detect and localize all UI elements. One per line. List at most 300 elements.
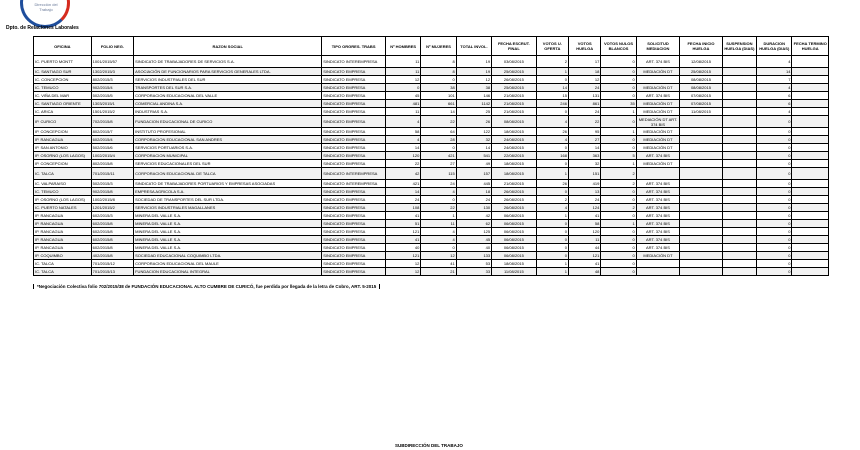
table-cell: 19: [456, 68, 491, 76]
table-cell: 602/2015/8: [91, 228, 133, 236]
table-cell: 12: [456, 76, 491, 84]
table-cell: 06/08/2015: [492, 212, 537, 220]
table-cell: CORPORACION MUNICIPAL: [134, 152, 322, 160]
table-cell: CORPORACION EDUCACIONAL DEL MAULE: [134, 260, 322, 268]
column-header: FECHA ESCRUT. FINAL: [492, 37, 537, 56]
table-cell: [680, 160, 722, 168]
column-header: FOLIO NEG.: [91, 37, 133, 56]
table-cell: 0: [757, 152, 792, 160]
table-cell: 24: [568, 196, 600, 204]
table-row: [34, 56, 829, 68]
table-cell: 108: [385, 204, 420, 212]
table-cell: 0: [601, 144, 636, 152]
table-cell: [680, 220, 722, 228]
table-cell: 0: [757, 128, 792, 136]
table-cell: SOCIEDAD EDUCACIONAL COQUIMBO LTDA.: [134, 252, 322, 260]
table-cell: [792, 84, 829, 92]
column-header: DURACION HUELGA (DIAS): [757, 37, 792, 56]
table-cell: 24: [385, 196, 420, 204]
table-cell: 120: [385, 152, 420, 160]
table-cell: 33: [456, 268, 491, 276]
table-cell: 0: [757, 196, 792, 204]
table-cell: 481: [385, 100, 420, 108]
table-cell: 0: [757, 160, 792, 168]
table-cell: 802/2015/7: [91, 128, 133, 136]
table-cell: 08/08/2015: [492, 116, 537, 128]
table-cell: 124: [568, 204, 600, 212]
table-cell: [722, 160, 756, 168]
table-cell: 28: [421, 136, 456, 144]
logo-line-2: Trabajo: [39, 7, 53, 12]
table-cell: [680, 196, 722, 204]
table-cell: [680, 268, 722, 276]
table-cell: 0: [601, 92, 636, 100]
table-cell: CORPORACION EDUCACIONAL DEL VALLE: [134, 92, 322, 100]
table-cell: [722, 100, 756, 108]
table-cell: INDUSTRIAS S.A.: [134, 108, 322, 116]
table-cell: 121: [568, 252, 600, 260]
table-cell: MINERA DEL VALLE S.A.: [134, 220, 322, 228]
table-cell: ART. 374 BIS: [636, 204, 679, 212]
table-cell: SOCIEDAD DE TRANSPORTES DEL SUR LTDA.: [134, 196, 322, 204]
table-cell: 0: [536, 236, 568, 244]
table-cell: [636, 260, 679, 268]
table-row: [34, 196, 829, 204]
table-cell: SINDICATO EMPRESA: [322, 116, 386, 128]
table-cell: EMPRESA AGRICOLA S.A.: [134, 188, 322, 196]
table-cell: 35: [601, 100, 636, 108]
table-cell: 14: [456, 144, 491, 152]
table-cell: 11: [385, 108, 420, 116]
table-cell: SINDICATO EMPRESA: [322, 136, 386, 144]
table-cell: [792, 168, 829, 180]
table-cell: 2: [536, 196, 568, 204]
table-row: [34, 228, 829, 236]
table-cell: 0: [601, 236, 636, 244]
strikes-table: [33, 36, 829, 276]
table-cell: 14: [421, 108, 456, 116]
table-row: [34, 84, 829, 92]
table-cell: ART. 374 BIS: [636, 228, 679, 236]
table-cell: IP. RANCAGUA: [34, 236, 92, 244]
table-cell: 22/08/2015: [492, 152, 537, 160]
table-cell: 541: [456, 152, 491, 160]
table-cell: [722, 252, 756, 260]
table-cell: IC. ARICA: [34, 108, 92, 116]
table-cell: [680, 244, 722, 252]
table-cell: FUNDACION EDUCACIONAL DE CURICO: [134, 116, 322, 128]
column-header: TOTAL INVOL.: [456, 37, 491, 56]
table-cell: 1002/2015/4: [91, 152, 133, 160]
table-cell: 26/08/2015: [492, 188, 537, 196]
table-cell: 11: [385, 56, 420, 68]
table-cell: ART. 374 BIS: [636, 180, 679, 188]
table-cell: [680, 212, 722, 220]
table-cell: 27: [568, 136, 600, 144]
table-cell: 0: [757, 204, 792, 212]
table-cell: SINDICATO EMPRESA: [322, 268, 386, 276]
table-cell: [792, 188, 829, 196]
table-cell: 32: [568, 160, 600, 168]
table-cell: 1302/2015/3: [91, 68, 133, 76]
table-cell: [722, 136, 756, 144]
table-cell: 445: [456, 180, 491, 188]
table-cell: IC. VIÑA DEL MAR: [34, 92, 92, 100]
table-cell: [792, 220, 829, 228]
table-cell: [722, 152, 756, 160]
table-cell: [722, 204, 756, 212]
table-cell: 0: [601, 260, 636, 268]
table-cell: 0: [601, 252, 636, 260]
table-cell: SINDICATO EMPRESA: [322, 160, 386, 168]
table-cell: 4: [421, 236, 456, 244]
table-cell: CORPORACION EDUCACIONAL SAN ANDRES: [134, 136, 322, 144]
table-cell: 44: [568, 244, 600, 252]
table-cell: [722, 68, 756, 76]
table-cell: ART. 374 BIS: [636, 220, 679, 228]
table-cell: 157: [456, 168, 491, 180]
table-cell: IP. RANCAGUA: [34, 244, 92, 252]
table-cell: SINDICATO EMPRESA: [322, 68, 386, 76]
table-cell: 24: [568, 108, 600, 116]
table-cell: SERVICIOS INDUSTRIALES DEL SUR: [134, 76, 322, 84]
table-cell: 1303/2015/1: [91, 100, 133, 108]
table-cell: 26/08/2015: [492, 196, 537, 204]
table-cell: 0: [757, 252, 792, 260]
table-cell: SINDICATO EMPRESA: [322, 152, 386, 160]
table-cell: [722, 128, 756, 136]
table-cell: 115: [421, 168, 456, 180]
table-cell: 0: [601, 56, 636, 68]
table-cell: 122: [456, 128, 491, 136]
table-cell: [792, 136, 829, 144]
table-cell: 502/2015/6: [91, 144, 133, 152]
table-cell: [680, 116, 722, 128]
table-cell: 62: [456, 220, 491, 228]
table-cell: 861: [568, 100, 600, 108]
table-cell: SINDICATO EMPRESA: [322, 76, 386, 84]
table-cell: 125: [456, 228, 491, 236]
table-cell: 0: [757, 212, 792, 220]
table-cell: 26: [536, 128, 568, 136]
table-cell: SINDICATO EMPRESA: [322, 220, 386, 228]
table-cell: 06/08/2015: [492, 244, 537, 252]
table-cell: 18/08/2015: [492, 260, 537, 268]
table-cell: 602/2015/8: [91, 236, 133, 244]
footnote: *Negociación Colectiva folio 702/2015/38 de FUNDACIÓN EDUCACIONAL ALTO CUMBRE DE CURICÓ, fue perdida por llegada de la letra de Cobro, ART. 5-2015: [33, 284, 380, 289]
table-cell: [722, 116, 756, 128]
table-cell: [792, 204, 829, 212]
column-header: FECHA INICIO HUELGA: [680, 37, 722, 56]
table-row: [34, 244, 829, 252]
table-row: [34, 68, 829, 76]
table-cell: IC. TEMUCO: [34, 188, 92, 196]
table-cell: 0: [757, 268, 792, 276]
table-row: [34, 160, 829, 168]
table-cell: 701/2015/13: [91, 268, 133, 276]
table-cell: 4: [421, 188, 456, 196]
table-cell: [792, 152, 829, 160]
table-row: [34, 168, 829, 180]
table-cell: [792, 56, 829, 68]
table-cell: [636, 76, 679, 84]
table-cell: 12: [421, 252, 456, 260]
table-cell: 131: [568, 92, 600, 100]
table-cell: SERVICIOS EDUCACIONALES DEL SUR: [134, 160, 322, 168]
table-cell: 0: [757, 220, 792, 228]
column-header: Nº MUJERES: [421, 37, 456, 56]
table-cell: [792, 116, 829, 128]
table-cell: 502/2015/3: [91, 180, 133, 188]
table-row: [34, 236, 829, 244]
table-cell: SINDICATO EMPRESA: [322, 204, 386, 212]
table-cell: 49: [456, 160, 491, 168]
table-cell: 42: [456, 212, 491, 220]
table-cell: 1201/2015/2: [91, 204, 133, 212]
table-cell: 8: [421, 68, 456, 76]
table-cell: 902/2015/8: [91, 188, 133, 196]
column-header: VOTOS U. OFERTA: [536, 37, 568, 56]
table-cell: MEDIACIÓN DT: [636, 252, 679, 260]
table-cell: [792, 260, 829, 268]
table-row: [34, 144, 829, 152]
table-cell: 1: [601, 128, 636, 136]
table-cell: SINDICATO EMPRESA: [322, 128, 386, 136]
table-cell: 25/08/2015: [492, 84, 537, 92]
table-row: [34, 268, 829, 276]
table-cell: 0: [601, 68, 636, 76]
table-cell: 602/2015/3: [91, 212, 133, 220]
table-cell: FUNDACION EDUCACIONAL INTEGRAL: [134, 268, 322, 276]
table-cell: 0: [601, 228, 636, 236]
table-cell: 802/2015/3: [91, 76, 133, 84]
table-cell: 0: [757, 116, 792, 128]
table-cell: 51: [385, 220, 420, 228]
table-cell: IP. COQUIMBO: [34, 252, 92, 260]
table-cell: SINDICATO EMPRESA: [322, 92, 386, 100]
table-cell: 2: [601, 168, 636, 180]
table-cell: MEDIACIÓN DT ART. 374 BIS: [636, 116, 679, 128]
table-cell: 1501/2015/2: [91, 108, 133, 116]
table-row: [34, 252, 829, 260]
table-cell: 06/08/2015: [492, 220, 537, 228]
table-cell: 08/08/2015: [680, 76, 722, 84]
table-cell: 101: [421, 92, 456, 100]
column-header: SUSPENSION HUELGA (DIAS): [722, 37, 756, 56]
table-cell: [636, 168, 679, 180]
table-cell: 2: [536, 56, 568, 68]
table-cell: IP. CURICO: [34, 116, 92, 128]
table-cell: [722, 108, 756, 116]
table-cell: 38: [421, 84, 456, 92]
table-cell: 1: [536, 68, 568, 76]
table-cell: 38: [456, 84, 491, 92]
table-cell: CORPORACION EDUCACIONAL DE TALCA: [134, 168, 322, 180]
table-cell: IP. CONCEPCION: [34, 160, 92, 168]
table-cell: [792, 244, 829, 252]
table-cell: 120: [568, 228, 600, 236]
table-cell: 0: [601, 196, 636, 204]
table-cell: 246: [536, 100, 568, 108]
table-cell: [792, 252, 829, 260]
table-cell: 24: [421, 180, 456, 188]
table-cell: 0: [385, 84, 420, 92]
table-cell: 133: [456, 252, 491, 260]
table-cell: 802/2015/8: [91, 160, 133, 168]
table-cell: INSTITUTO PROFESIONAL: [134, 128, 322, 136]
table-cell: 0: [601, 188, 636, 196]
table-cell: 421: [421, 152, 456, 160]
table-cell: 4: [757, 108, 792, 116]
table-cell: 19: [456, 56, 491, 68]
table-cell: [722, 84, 756, 92]
table-cell: [680, 188, 722, 196]
table-cell: 5: [601, 152, 636, 160]
table-row: [34, 212, 829, 220]
table-cell: 40: [385, 244, 420, 252]
table-cell: ART. 374 BIS: [636, 196, 679, 204]
table-cell: IP. RANCAGUA: [34, 220, 92, 228]
table-cell: SINDICATO EMPRESA: [322, 100, 386, 108]
table-cell: 661: [421, 100, 456, 108]
table-cell: 1: [421, 212, 456, 220]
table-cell: [722, 92, 756, 100]
table-cell: SINDICATO INTEREMPRESA: [322, 56, 386, 68]
table-cell: SERVICIOS INDUSTRIALES MAGALLANES: [134, 204, 322, 212]
table-cell: [722, 212, 756, 220]
table-cell: ASOCIACIÓN DE FUNCIONARIOS PARA SERVICIOS GENERALES LTDA.: [134, 68, 322, 76]
table-cell: 0: [601, 84, 636, 92]
table-cell: MEDIACIÓN DT: [636, 108, 679, 116]
table-cell: 41: [568, 212, 600, 220]
table-body: [34, 56, 829, 276]
table-cell: MEDIACIÓN DT: [636, 144, 679, 152]
table-cell: 25: [456, 108, 491, 116]
column-header: VOTOS HUELGA: [568, 37, 600, 56]
table-cell: [680, 152, 722, 160]
table-cell: [792, 212, 829, 220]
table-row: [34, 108, 829, 116]
table-row: [34, 100, 829, 108]
table-row: [34, 128, 829, 136]
table-cell: 32: [456, 136, 491, 144]
table-cell: [722, 228, 756, 236]
table-cell: ART. 374 BIS: [636, 92, 679, 100]
table-cell: 25/08/2015: [492, 68, 537, 76]
table-cell: ART. 374 BIS: [636, 188, 679, 196]
table-cell: ART. 374 BIS: [636, 152, 679, 160]
table-cell: 22: [385, 160, 420, 168]
table-cell: [722, 180, 756, 188]
table-cell: SINDICATO EMPRESA: [322, 144, 386, 152]
table-cell: IC. PUERTO MONTT: [34, 56, 92, 68]
table-cell: 0: [601, 136, 636, 144]
document-subtitle: Dpto. de Relaciones Laborales: [6, 25, 79, 31]
table-cell: 07/08/2015: [680, 100, 722, 108]
table-cell: [722, 196, 756, 204]
table-cell: 130: [456, 204, 491, 212]
table-cell: 03/08/2015: [492, 56, 537, 68]
table-cell: SINDICATO EMPRESA: [322, 196, 386, 204]
table-cell: 0: [421, 244, 456, 252]
table-cell: 1002/2015/8: [91, 196, 133, 204]
table-cell: 18/08/2015: [492, 168, 537, 180]
table-cell: 4: [421, 228, 456, 236]
table-cell: SINDICATO INTEREMPRESA: [322, 180, 386, 188]
page-footer: SUBDIRECCIÓN DEL TRABAJO: [395, 443, 463, 448]
table-cell: 1: [536, 268, 568, 276]
table-cell: 0: [601, 244, 636, 252]
table-cell: 4: [757, 56, 792, 68]
table-row: [34, 92, 829, 100]
table-cell: 17: [568, 56, 600, 68]
table-cell: 151: [568, 168, 600, 180]
table-cell: 701/2015/11: [91, 168, 133, 180]
table-cell: IC. VALPARAISO: [34, 180, 92, 188]
table-cell: 45: [385, 92, 420, 100]
table-cell: MEDIACIÓN DT: [636, 68, 679, 76]
logo-line-1: Dirección del: [34, 2, 58, 7]
table-cell: [680, 168, 722, 180]
table-cell: 11: [568, 236, 600, 244]
table-cell: 0: [757, 180, 792, 188]
table-cell: IP. OSORNO (LOS LAGOS): [34, 196, 92, 204]
table-cell: [680, 128, 722, 136]
column-header: VOTOS NULOS BLANCOS: [601, 37, 636, 56]
table-cell: 21/08/2015: [492, 180, 537, 188]
table-cell: 18/08/2015: [492, 160, 537, 168]
table-cell: 2: [601, 204, 636, 212]
table-cell: 702/2015/8: [91, 116, 133, 128]
table-cell: 0: [536, 160, 568, 168]
table-cell: [680, 136, 722, 144]
table-cell: [722, 188, 756, 196]
table-cell: IC. CONCEPCION: [34, 76, 92, 84]
table-cell: 41: [385, 212, 420, 220]
table-cell: 95: [568, 128, 600, 136]
table-cell: 53: [456, 260, 491, 268]
table-cell: 0: [536, 220, 568, 228]
table-cell: 22: [421, 204, 456, 212]
table-cell: 363: [568, 152, 600, 160]
table-cell: 12/08/2015: [680, 56, 722, 68]
table-cell: 0: [536, 252, 568, 260]
table-cell: SERVICIOS PORTUARIOS S.A.: [134, 144, 322, 152]
table-cell: 14: [568, 144, 600, 152]
table-cell: MEDIACIÓN DT: [636, 160, 679, 168]
table-row: [34, 204, 829, 212]
table-cell: 402/2015/8: [91, 252, 133, 260]
table-cell: [792, 108, 829, 116]
column-header: FECHA TERMINO HUELGA: [792, 37, 829, 56]
table-cell: IC. PUERTO NATALES: [34, 204, 92, 212]
table-cell: 121: [385, 228, 420, 236]
table-cell: IC. SANTIAGO SUR: [34, 68, 92, 76]
column-header: Nº HOMBRES: [385, 37, 420, 56]
table-cell: MEDIACIÓN DT: [636, 100, 679, 108]
table-cell: [680, 180, 722, 188]
table-cell: 1142: [456, 100, 491, 108]
table-cell: ART. 374 BIS: [636, 244, 679, 252]
table-cell: 06/08/2015: [492, 252, 537, 260]
table-cell: 7: [757, 76, 792, 84]
table-row: [34, 188, 829, 196]
table-cell: 602/2015/8: [91, 220, 133, 228]
table-cell: 602/2015/4: [91, 136, 133, 144]
table-header-row: [34, 37, 829, 56]
table-cell: 0: [421, 144, 456, 152]
table-cell: 11: [385, 68, 420, 76]
